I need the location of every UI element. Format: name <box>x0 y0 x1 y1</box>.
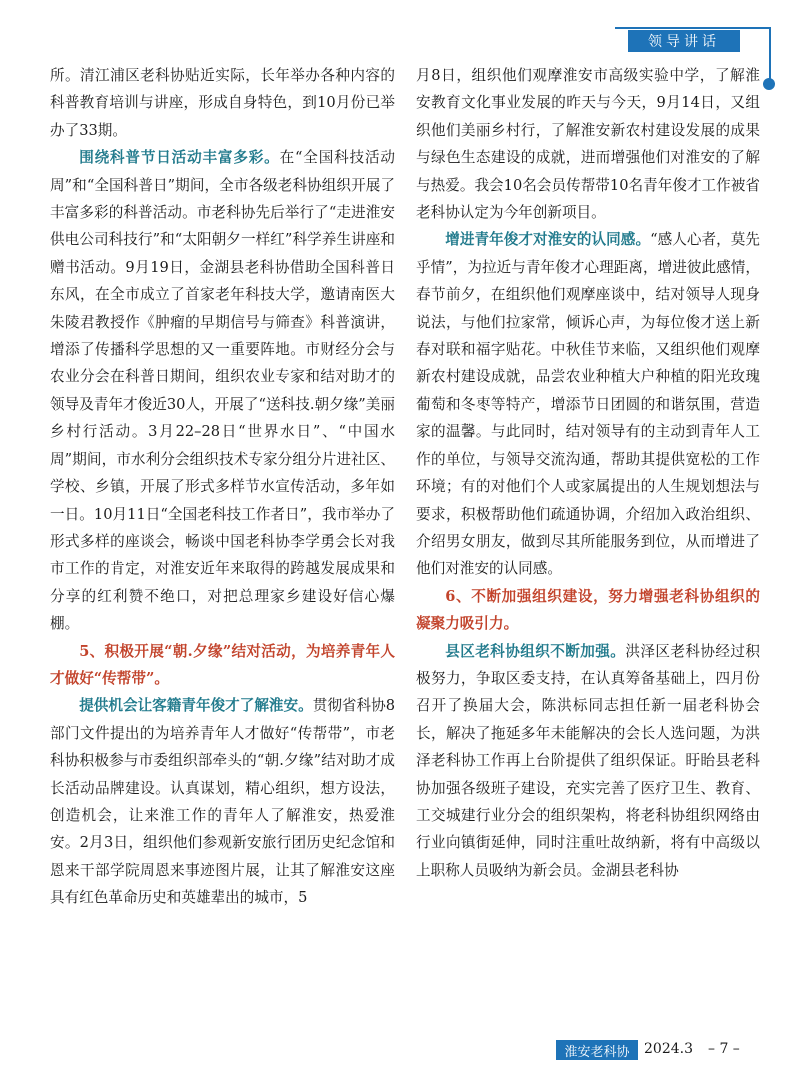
paragraph-body: “感人心者，莫先乎情”，为拉近与青年俊才心理距离，增进彼此感情，春节前夕，在组织他们观摩座谈中，结对领导人现身说法，与他们拉家常，倾诉心声，为每位俊才送上新春对联和福字贴花。中秋佳节来临，又组织他们观摩新农村建设成就，品尝农业种植大户种植的阳光玫瑰葡萄和冬枣等特产，增添节日团圆的和谐氛围，营造家的温馨。与此同时，结对领导有的主动到青年人工作的单位，与领导交流沟通，帮助其提供宽松的工作环境；有的对他们个人或家属提出的人生规划想法与要求，积极帮助他们疏通协调，介绍加入政治组织、介绍男女朋友，做到尽其所能服务到位，从而增进了他们对淮安的认同感。 <box>416 231 760 578</box>
paragraph: 所。清江浦区老科协贴近实际，长年举办各种内容的科普教育培训与讲座，形成自身特色，到10月份已举办了33期。 <box>50 67 395 139</box>
journal-title: 淮安老科协 <box>556 1040 638 1060</box>
right-column <box>416 62 760 884</box>
paragraph <box>416 638 760 885</box>
paragraph-lead: 增进青年俊才对淮安的认同感。 <box>445 231 651 249</box>
paragraph-lead: 提供机会让客籍青年俊才了解淮安。 <box>79 697 313 715</box>
paragraph-body: 在“全国科技活动周”和“全国科普日”期间，全市各级老科协组织开展了丰富多彩的科普活动。市老科协先后举行了“走进淮安供电公司科技行”和“太阳朝夕一样红”科学养生讲座和赠书活动。9月19日，金湖县老科协借助全国科普日东风，在全市成立了首家老年科技大学，邀请南医大朱陵君教授作《肿瘤的早期信号与筛查》科普演讲，增添了传播科学思想的又一重要阵地。市财经分会与农业分会在科普日期间，组织农业专家和结对助才的领导及青年才俊近30人，开展了“送科技.朝夕缘”美丽乡村行活动。3月22–28日“世界水日”、“中国水周”期间，市水利分会组织技术专家分组分片进社区、学校、乡镇，开展了形式多样节水宣传活动，多年如一日。10月11日“全国老科技工作者日”，我市举办了形式多样的座谈会，畅谈中国老科协李学勇会长对我市工作的肯定，对淮安近年来取得的跨越发展成果和分享的红利赞不绝口，对把总理家乡建设好信心爆棚。 <box>50 149 395 633</box>
section-tag: 领导讲话 <box>628 30 740 52</box>
page-number: – 7 – <box>708 1041 740 1057</box>
left-column <box>50 62 395 912</box>
paragraph <box>50 144 395 637</box>
paragraph-lead: 县区老科协组织不断加强。 <box>445 642 626 660</box>
paragraph-lead: 围绕科普节日活动丰富多彩。 <box>79 149 280 167</box>
section-heading: 6、不断加强组织建设，努力增强老科协组织的凝聚力吸引力。 <box>416 587 760 633</box>
paragraph <box>416 226 760 582</box>
paragraph <box>50 692 395 911</box>
paragraph-body: 洪泽区老科协经过积极努力，争取区委支持，在认真筹备基础上，四月份召开了换届大会，陈洪标同志担任新一届老科协会长，解决了拖延多年未能解决的会长人选问题，为洪泽老科协工作再上台阶提供了组织保证。盱眙县老科协加强各级班子建设，充实完善了医疗卫生、教育、工交城建行业分会的组织架构，将老科协组织网络由行业向镇街延伸，同时注重吐故纳新，将有中高级以上职称人员吸纳为新会员。金湖县老科协 <box>416 642 760 879</box>
header-dot <box>763 78 775 90</box>
paragraph: 月8日，组织他们观摩淮安市高级实验中学，了解淮安教育文化事业发展的昨天与今天，9月14日，又组织他们美丽乡村行，了解淮安新农村建设发展的成果与绿色生态建设的成就，进而增强他们对淮安的了解与热爱。我会10名会员传帮带10名青年俊才工作被省老科协认定为今年创新项目。 <box>416 67 760 222</box>
paragraph-body: 贯彻省科协8部门文件提出的为培养青年人才做好“传帮带”，市老科协积极参与市委组织部牵头的“朝.夕缘”结对助才成长活动品牌建设。认真谋划，精心组织，想方设法，创造机会，让来淮工作的青年人了解淮安，热爱淮安。2月3日，组织他们参观新安旅行团历史纪念馆和恩来干部学院周恩来事迹图片展，让其了解淮安这座具有红色革命历史和英雄辈出的城市，5 <box>50 697 395 907</box>
header-rule-vertical <box>769 27 771 81</box>
header-rule <box>615 27 770 29</box>
section-heading: 5、积极开展“朝.夕缘”结对活动，为培养青年人才做好“传帮带”。 <box>50 642 395 687</box>
issue-number: 2024.3 <box>644 1041 693 1057</box>
